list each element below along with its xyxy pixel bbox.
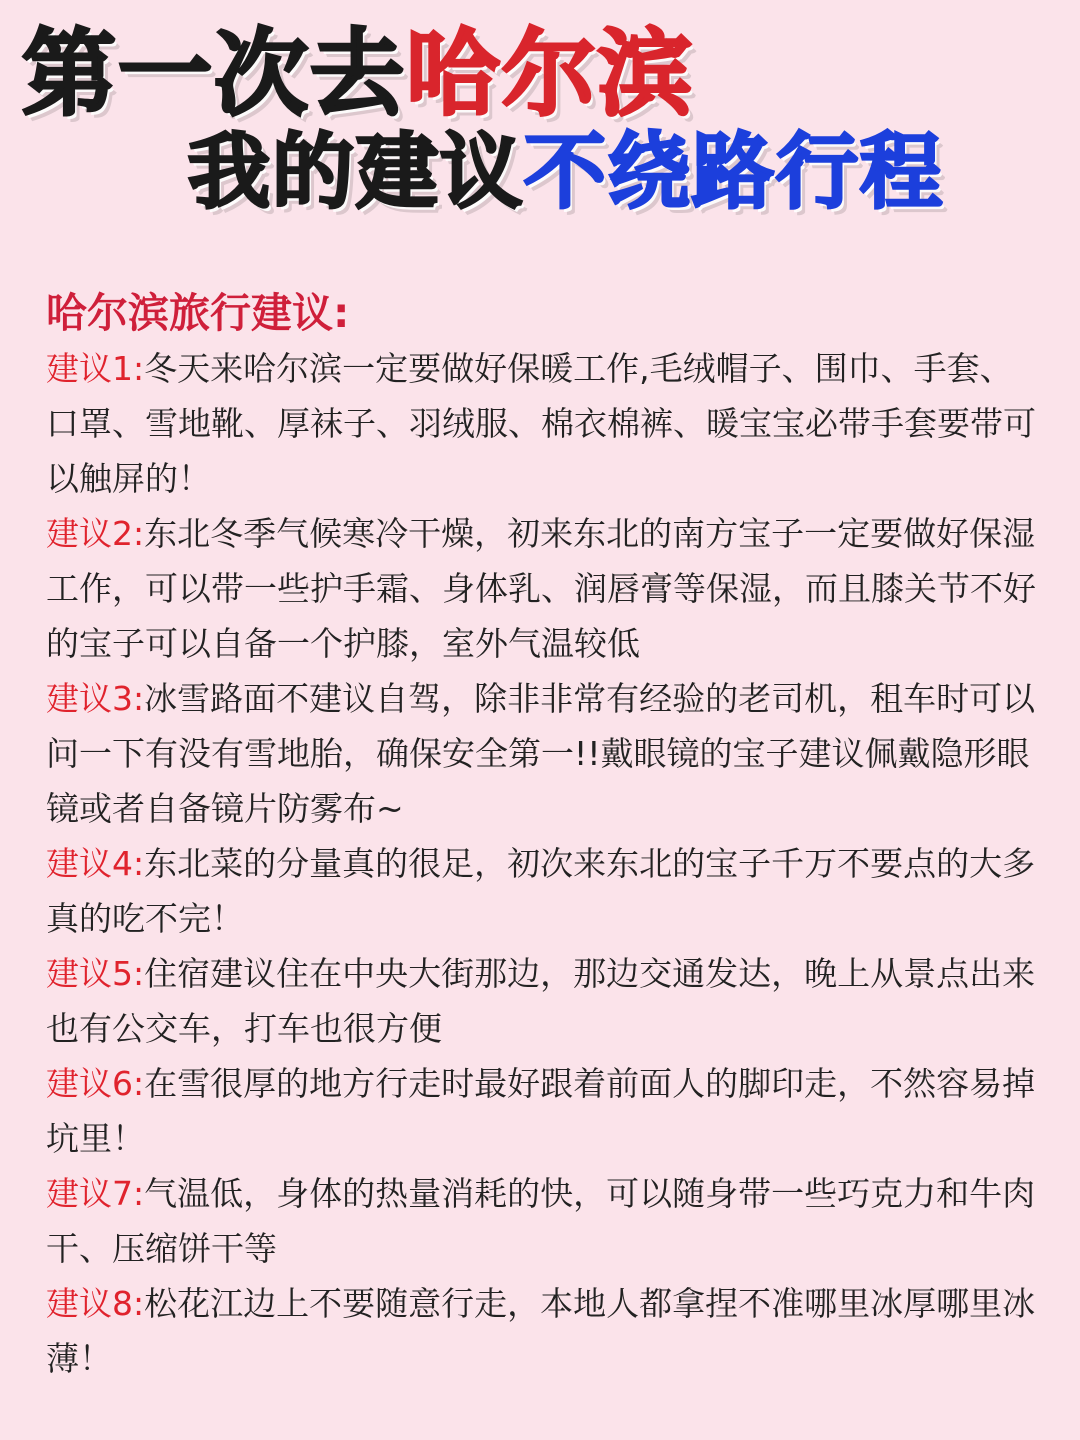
tip-item xyxy=(46,506,1038,671)
title-line-1 xyxy=(22,20,695,129)
tip-text: 冬天来哈尔滨一定要做好保暖工作,毛绒帽子、围巾、手套、口罩、雪地靴、厚袜子、羽绒服、棉衣棉裤、暖宝宝必带手套要带可以触屏的！ xyxy=(46,349,1036,498)
tip-text: 东北冬季气候寒冷干燥，初来东北的南方宝子一定要做好保湿工作，可以带一些护手霜、身体乳、润唇膏等保湿，而且膝关节不好的宝子可以自备一个护膝，室外气温较低 xyxy=(46,514,1036,663)
tip-item xyxy=(46,946,1038,1056)
tip-text: 气温低，身体的热量消耗的快，可以随身带一些巧克力和牛肉干、压缩饼干等 xyxy=(46,1174,1036,1268)
tip-label: 建议6: xyxy=(46,1064,145,1103)
tip-item xyxy=(46,671,1038,836)
title-harbin: 哈尔滨 xyxy=(406,20,695,129)
tip-label: 建议3: xyxy=(46,679,145,718)
title-no-detour: 不绕路行程 xyxy=(524,125,945,220)
tip-text: 松花江边上不要随意行走，本地人都拿捏不准哪里冰厚哪里冰薄！ xyxy=(46,1284,1036,1378)
tip-label: 建议4: xyxy=(46,844,145,883)
tip-item xyxy=(46,836,1038,946)
tip-label: 建议7: xyxy=(46,1174,145,1213)
tip-item xyxy=(46,1056,1038,1166)
tip-label: 建议8: xyxy=(46,1284,145,1323)
title-my-advice: 我的建议 xyxy=(188,125,525,220)
tip-text: 在雪很厚的地方行走时最好跟着前面人的脚印走，不然容易掉坑里！ xyxy=(46,1064,1036,1158)
tip-text: 住宿建议住在中央大街那边，那边交通发达，晚上从景点出来也有公交车，打车也很方便 xyxy=(46,954,1036,1048)
tip-item xyxy=(46,1276,1038,1386)
section-heading: 哈尔滨旅行建议: xyxy=(46,289,350,337)
tip-item xyxy=(46,1166,1038,1276)
tips-list xyxy=(46,341,1038,1386)
title-line-2 xyxy=(188,125,945,220)
tip-label: 建议5: xyxy=(46,954,145,993)
tip-text: 东北菜的分量真的很足，初次来东北的宝子千万不要点的大多真的吃不完！ xyxy=(46,844,1036,938)
title-first-time: 第一次去 xyxy=(22,20,407,129)
tip-text: 冰雪路面不建议自驾，除非非常有经验的老司机，租车时可以问一下有没有雪地胎，确保安全第一!!戴眼镜的宝子建议佩戴隐形眼镜或者自备镜片防雾布~ xyxy=(46,679,1036,828)
tip-label: 建议1: xyxy=(46,349,145,388)
tip-item xyxy=(46,341,1038,506)
tip-label: 建议2: xyxy=(46,514,145,553)
